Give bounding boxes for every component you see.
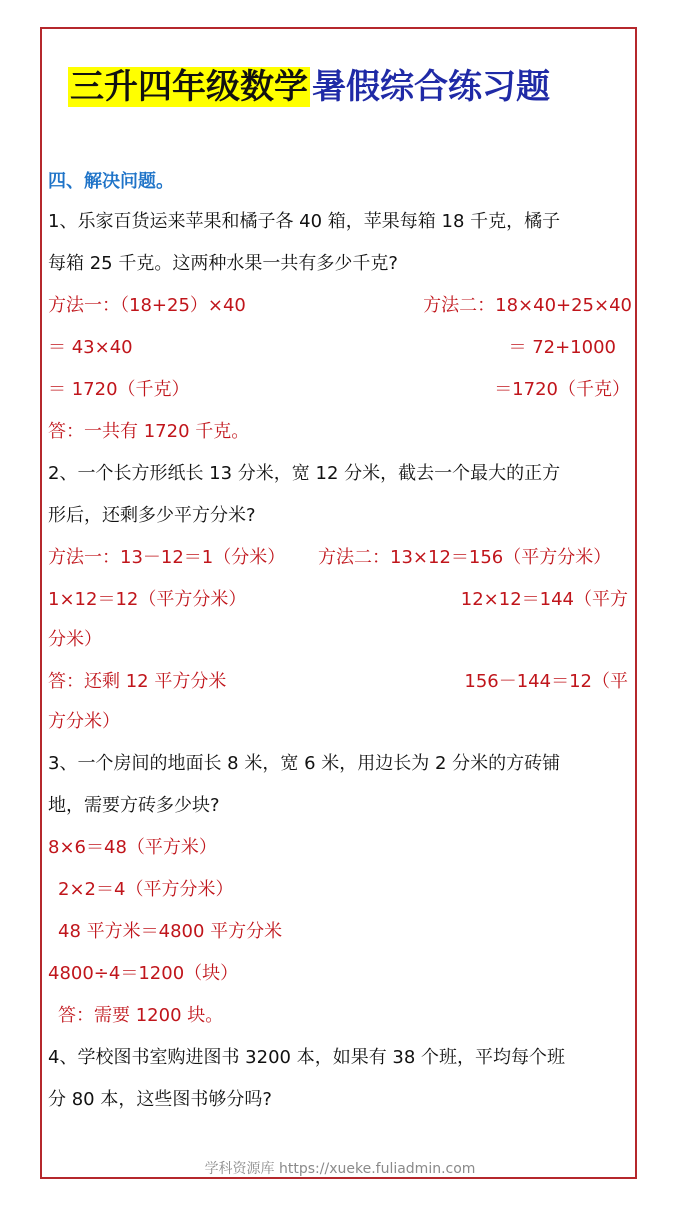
q1-method1-line2: ＝ 43×40 xyxy=(48,337,133,358)
q2-method1-line2: 1×12＝12（平方分米） xyxy=(48,589,247,610)
q2-text-line2: 形后，还剩多少平方分米? xyxy=(48,505,256,526)
q3-step3: 48 平方米＝4800 平方分米 xyxy=(58,921,283,942)
title-rest: 暑假综合练习题 xyxy=(312,67,550,107)
q2-method1-line1: 方法一：13－12＝1（分米） xyxy=(48,547,286,568)
q1-method2-line2: ＝ 72+1000 xyxy=(508,337,616,358)
q4-text-line1: 4、学校图书室购进图书 3200 本，如果有 38 个班，平均每个班 xyxy=(48,1047,566,1068)
q3-step4: 4800÷4＝1200（块） xyxy=(48,963,239,984)
page-title xyxy=(68,62,550,112)
q4-text-line2: 分 80 本，这些图书够分吗? xyxy=(48,1089,272,1110)
q2-answer: 答：还剩 12 平方分米 xyxy=(48,671,227,692)
footer-watermark: 学科资源库 https://xueke.fuliadmin.com xyxy=(204,1161,476,1177)
title-highlight: 三升四年级数学 xyxy=(70,67,308,107)
q1-text-line2: 每箱 25 千克。这两种水果一共有多少千克? xyxy=(48,253,398,274)
q2-text-line1: 2、一个长方形纸长 13 分米，宽 12 分米，截去一个最大的正方 xyxy=(48,463,561,484)
q1-answer: 答：一共有 1720 千克。 xyxy=(48,421,250,442)
q1-method1-line3: ＝ 1720（千克） xyxy=(48,379,190,400)
q3-step1: 8×6＝48（平方米） xyxy=(48,837,217,858)
q3-text-line2: 地，需要方砖多少块? xyxy=(48,795,220,816)
q1-text-line1: 1、乐家百货运来苹果和橘子各 40 箱，苹果每箱 18 千克，橘子 xyxy=(48,211,561,232)
section-heading: 四、解决问题。 xyxy=(48,171,174,192)
q3-answer: 答：需要 1200 块。 xyxy=(58,1005,224,1026)
q1-method2-line3: ＝1720（千克） xyxy=(494,379,630,400)
q2-method2-line1: 方法二：13×12＝156（平方分米） xyxy=(318,547,612,568)
q2-method2-line2-cont: 分米） xyxy=(48,629,102,650)
q2-method2-line3-cont: 方分米） xyxy=(48,711,120,732)
q3-text-line1: 3、一个房间的地面长 8 米，宽 6 米，用边长为 2 分米的方砖铺 xyxy=(48,753,561,774)
q1-method2-line1: 方法二：18×40+25×40 xyxy=(423,295,632,316)
q3-step2: 2×2＝4（平方分米） xyxy=(58,879,234,900)
q1-method1-line1: 方法一：（18+25）×40 xyxy=(48,295,246,316)
q2-method2-line2: 12×12＝144（平方 xyxy=(460,589,628,610)
q2-method2-line3: 156－144＝12（平 xyxy=(464,671,628,692)
